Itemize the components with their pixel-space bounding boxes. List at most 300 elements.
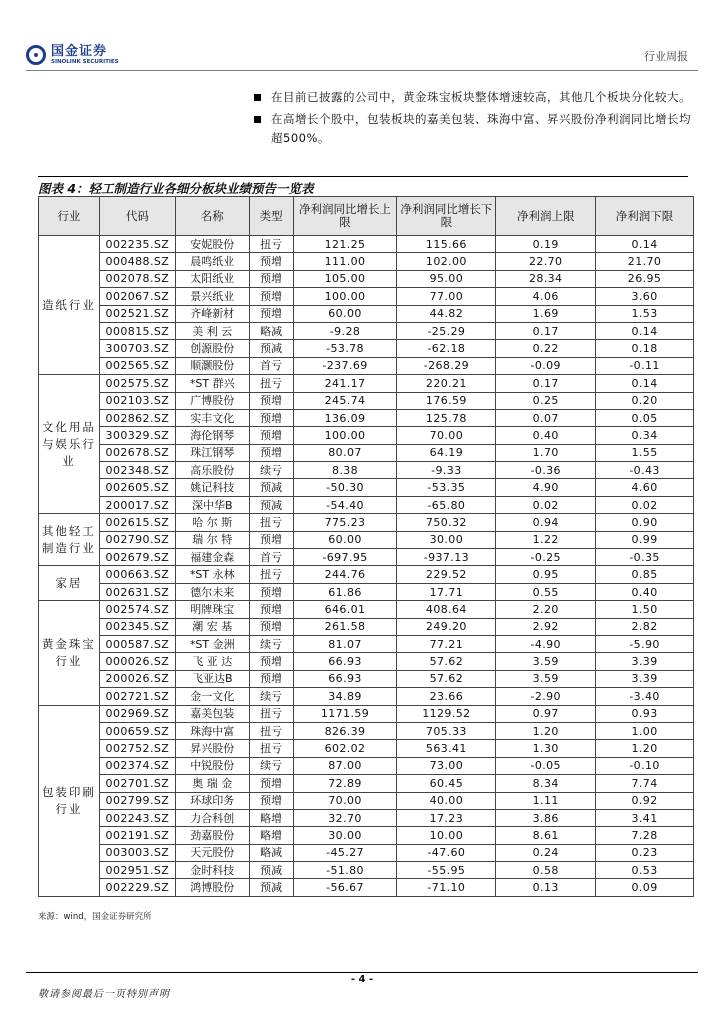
- growth-lower: -937.13: [397, 549, 496, 566]
- table-row: [39, 792, 694, 809]
- profit-upper: 4.06: [496, 288, 596, 305]
- stock-code: 000659.SZ: [99, 722, 175, 739]
- forecast-type: 预增: [249, 792, 293, 809]
- stock-code: 002721.SZ: [99, 688, 175, 705]
- report-type: 行业周报: [644, 50, 688, 63]
- growth-lower: -53.35: [397, 479, 496, 496]
- logo-cn-text: 国金证券: [51, 43, 108, 59]
- profit-upper: 0.13: [496, 879, 596, 896]
- growth-lower: 60.45: [397, 775, 496, 792]
- profit-upper: 8.34: [496, 775, 596, 792]
- stock-name: 珠江钢琴: [175, 444, 249, 461]
- profit-upper: 0.58: [496, 862, 596, 879]
- table-row: [39, 653, 694, 670]
- table-row: [39, 270, 694, 287]
- table-row: [39, 496, 694, 513]
- industry-group-cell: 家居: [39, 566, 100, 601]
- growth-lower: 77.21: [397, 635, 496, 652]
- forecast-type: 预增: [249, 270, 293, 287]
- profit-upper: 3.86: [496, 809, 596, 826]
- profit-lower: 3.39: [596, 653, 694, 670]
- sinolink-logo-icon: [26, 45, 46, 65]
- forecast-type: 预增: [249, 531, 293, 548]
- page-number: - 4 -: [350, 974, 374, 985]
- profit-lower: 0.85: [596, 566, 694, 583]
- profit-upper: -0.09: [496, 357, 596, 374]
- stock-code: 002574.SZ: [99, 601, 175, 618]
- source-note: 来源：wind，国金证券研究所: [38, 912, 152, 922]
- stock-name: 齐峰新材: [175, 305, 249, 322]
- forecast-type: 续亏: [249, 462, 293, 479]
- growth-lower: 563.41: [397, 740, 496, 757]
- stock-code: 000663.SZ: [99, 566, 175, 583]
- stock-name: 潮 宏 基: [175, 618, 249, 635]
- stock-name: 劲嘉股份: [175, 827, 249, 844]
- growth-lower: 57.62: [397, 653, 496, 670]
- forecast-type: 预增: [249, 583, 293, 600]
- growth-lower: 408.64: [397, 601, 496, 618]
- header-cell: 净利润同比增长上限: [293, 197, 397, 236]
- growth-upper: -45.27: [293, 844, 397, 861]
- growth-lower: -71.10: [397, 879, 496, 896]
- stock-name: 实丰文化: [175, 409, 249, 426]
- profit-upper: 2.92: [496, 618, 596, 635]
- table-row: [39, 583, 694, 600]
- table-row: [39, 357, 694, 374]
- stock-code: 002575.SZ: [99, 375, 175, 392]
- profit-lower: 0.92: [596, 792, 694, 809]
- table-row: [39, 514, 694, 531]
- profit-lower: 7.28: [596, 827, 694, 844]
- stock-code: 002631.SZ: [99, 583, 175, 600]
- profit-upper: 0.22: [496, 340, 596, 357]
- company-logo: [26, 40, 136, 70]
- stock-code: 002605.SZ: [99, 479, 175, 496]
- growth-upper: 8.38: [293, 462, 397, 479]
- profit-upper: 0.07: [496, 409, 596, 426]
- forecast-type: 扭亏: [249, 705, 293, 722]
- forecast-type: 首亏: [249, 549, 293, 566]
- growth-upper: -56.67: [293, 879, 397, 896]
- forecast-type: 预增: [249, 409, 293, 426]
- stock-code: 002521.SZ: [99, 305, 175, 322]
- table-row: [39, 340, 694, 357]
- growth-upper: -51.80: [293, 862, 397, 879]
- table-row: [39, 236, 694, 253]
- growth-upper: 1171.59: [293, 705, 397, 722]
- stock-name: 飞亚达B: [175, 670, 249, 687]
- profit-lower: 0.99: [596, 531, 694, 548]
- growth-lower: 23.66: [397, 688, 496, 705]
- profit-lower: 3.41: [596, 809, 694, 826]
- forecast-type: 首亏: [249, 357, 293, 374]
- table-row: [39, 740, 694, 757]
- profit-lower: 1.20: [596, 740, 694, 757]
- profit-lower: 7.74: [596, 775, 694, 792]
- profit-upper: 1.70: [496, 444, 596, 461]
- stock-code: 002348.SZ: [99, 462, 175, 479]
- growth-upper: 72.89: [293, 775, 397, 792]
- growth-upper: 136.09: [293, 409, 397, 426]
- table-row: [39, 409, 694, 426]
- growth-lower: 17.71: [397, 583, 496, 600]
- stock-code: 002243.SZ: [99, 809, 175, 826]
- growth-lower: 705.33: [397, 722, 496, 739]
- table-row: [39, 722, 694, 739]
- stock-name: 海伦钢琴: [175, 427, 249, 444]
- stock-name: 金时科技: [175, 862, 249, 879]
- growth-lower: 249.20: [397, 618, 496, 635]
- stock-name: 嘉美包装: [175, 705, 249, 722]
- stock-code: 300703.SZ: [99, 340, 175, 357]
- stock-code: 002615.SZ: [99, 514, 175, 531]
- growth-lower: 176.59: [397, 392, 496, 409]
- growth-upper: 60.00: [293, 531, 397, 548]
- stock-name: *ST 金洲: [175, 635, 249, 652]
- stock-code: 002191.SZ: [99, 827, 175, 844]
- stock-code: 300329.SZ: [99, 427, 175, 444]
- growth-lower: 30.00: [397, 531, 496, 548]
- table-row: [39, 757, 694, 774]
- profit-lower: 4.60: [596, 479, 694, 496]
- forecast-type: 预增: [249, 601, 293, 618]
- profit-upper: 0.55: [496, 583, 596, 600]
- growth-upper: -9.28: [293, 322, 397, 339]
- table-title: 图表 4：轻工制造行业各细分板块业绩预告一览表: [38, 176, 688, 199]
- stock-name: 昇兴股份: [175, 740, 249, 757]
- bullet-item: [254, 110, 694, 148]
- stock-code: 002862.SZ: [99, 409, 175, 426]
- growth-lower: 40.00: [397, 792, 496, 809]
- header-cell: 类型: [249, 197, 293, 236]
- profit-upper: -0.25: [496, 549, 596, 566]
- profit-lower: 0.14: [596, 322, 694, 339]
- growth-upper: 61.86: [293, 583, 397, 600]
- stock-name: 太阳纸业: [175, 270, 249, 287]
- table-row: [39, 670, 694, 687]
- stock-code: 000026.SZ: [99, 653, 175, 670]
- growth-upper: 121.25: [293, 236, 397, 253]
- bullet-item: [254, 88, 694, 107]
- profit-lower: 3.39: [596, 670, 694, 687]
- growth-upper: -237.69: [293, 357, 397, 374]
- profit-upper: 1.69: [496, 305, 596, 322]
- stock-code: 002565.SZ: [99, 357, 175, 374]
- stock-name: 安妮股份: [175, 236, 249, 253]
- profit-lower: 0.02: [596, 496, 694, 513]
- forecast-type: 扭亏: [249, 722, 293, 739]
- forecast-type: 预减: [249, 879, 293, 896]
- table-row: [39, 618, 694, 635]
- profit-upper: 3.59: [496, 653, 596, 670]
- stock-code: 002345.SZ: [99, 618, 175, 635]
- stock-code: 002078.SZ: [99, 270, 175, 287]
- forecast-type: 预减: [249, 479, 293, 496]
- growth-lower: 229.52: [397, 566, 496, 583]
- growth-lower: -62.18: [397, 340, 496, 357]
- stock-code: 002951.SZ: [99, 862, 175, 879]
- header-cell: 代码: [99, 197, 175, 236]
- profit-lower: 21.70: [596, 253, 694, 270]
- stock-code: 002229.SZ: [99, 879, 175, 896]
- stock-name: 珠海中富: [175, 722, 249, 739]
- growth-upper: 66.93: [293, 670, 397, 687]
- growth-upper: 105.00: [293, 270, 397, 287]
- profit-lower: 0.14: [596, 236, 694, 253]
- table-row: [39, 253, 694, 270]
- profit-lower: -0.10: [596, 757, 694, 774]
- growth-upper: 245.74: [293, 392, 397, 409]
- growth-lower: 70.00: [397, 427, 496, 444]
- stock-name: 福建金森: [175, 549, 249, 566]
- stock-name: 中锐股份: [175, 757, 249, 774]
- profit-upper: 0.19: [496, 236, 596, 253]
- profit-upper: 0.17: [496, 322, 596, 339]
- growth-lower: 64.19: [397, 444, 496, 461]
- table-row: [39, 809, 694, 826]
- footer-divider: [26, 972, 698, 973]
- profit-upper: 1.30: [496, 740, 596, 757]
- stock-name: 奥 瑞 金: [175, 775, 249, 792]
- forecast-type: 扭亏: [249, 236, 293, 253]
- profit-upper: 2.20: [496, 601, 596, 618]
- stock-name: 姚记科技: [175, 479, 249, 496]
- forecast-type: 预增: [249, 253, 293, 270]
- profit-upper: 0.24: [496, 844, 596, 861]
- profit-upper: 28.34: [496, 270, 596, 287]
- profit-upper: 22.70: [496, 253, 596, 270]
- table-header-row: [39, 197, 694, 236]
- profit-lower: 0.90: [596, 514, 694, 531]
- stock-name: 美 利 云: [175, 322, 249, 339]
- forecast-type: 预增: [249, 305, 293, 322]
- stock-name: *ST 群兴: [175, 375, 249, 392]
- forecast-type: 略减: [249, 844, 293, 861]
- header-divider: [26, 70, 698, 71]
- profit-upper: 0.17: [496, 375, 596, 392]
- profit-upper: 8.61: [496, 827, 596, 844]
- growth-lower: 125.78: [397, 409, 496, 426]
- profit-lower: 0.34: [596, 427, 694, 444]
- forecast-type: 预增: [249, 775, 293, 792]
- growth-upper: 244.76: [293, 566, 397, 583]
- stock-code: 003003.SZ: [99, 844, 175, 861]
- stock-code: 200026.SZ: [99, 670, 175, 687]
- profit-lower: -3.40: [596, 688, 694, 705]
- forecast-type: 略增: [249, 827, 293, 844]
- stock-name: 哈 尔 斯: [175, 514, 249, 531]
- header-cell: 净利润下限: [596, 197, 694, 236]
- stock-name: 德尔未来: [175, 583, 249, 600]
- growth-lower: 1129.52: [397, 705, 496, 722]
- growth-upper: 32.70: [293, 809, 397, 826]
- growth-upper: 30.00: [293, 827, 397, 844]
- profit-upper: 1.20: [496, 722, 596, 739]
- growth-upper: 70.00: [293, 792, 397, 809]
- stock-code: 002799.SZ: [99, 792, 175, 809]
- table-row: [39, 322, 694, 339]
- table-row: [39, 601, 694, 618]
- table-row: [39, 879, 694, 896]
- square-bullet-icon: [254, 94, 261, 101]
- profit-lower: -0.35: [596, 549, 694, 566]
- growth-upper: 111.00: [293, 253, 397, 270]
- stock-code: 002790.SZ: [99, 531, 175, 548]
- profit-lower: 0.05: [596, 409, 694, 426]
- profit-lower: 0.23: [596, 844, 694, 861]
- bullet-list: [254, 88, 694, 151]
- industry-group-cell: 造纸行业: [39, 236, 100, 375]
- growth-upper: 87.00: [293, 757, 397, 774]
- table-row: [39, 427, 694, 444]
- profit-lower: 0.18: [596, 340, 694, 357]
- stock-name: 广博股份: [175, 392, 249, 409]
- stock-code: 000815.SZ: [99, 322, 175, 339]
- stock-name: 景兴纸业: [175, 288, 249, 305]
- profit-upper: 0.40: [496, 427, 596, 444]
- stock-code: 002678.SZ: [99, 444, 175, 461]
- square-bullet-icon: [254, 116, 261, 123]
- growth-upper: 34.89: [293, 688, 397, 705]
- stock-name: 顺灏股份: [175, 357, 249, 374]
- growth-lower: 220.21: [397, 375, 496, 392]
- table-row: [39, 305, 694, 322]
- stock-name: 晨鸣纸业: [175, 253, 249, 270]
- industry-group-cell: 黄金珠宝行业: [39, 601, 100, 705]
- growth-upper: 80.07: [293, 444, 397, 461]
- table-row: [39, 844, 694, 861]
- growth-lower: 17.23: [397, 809, 496, 826]
- bullet-text: 在目前已披露的公司中，黄金珠宝板块整体增速较高，其他几个板块分化较大。: [271, 90, 691, 104]
- profit-lower: -0.11: [596, 357, 694, 374]
- growth-lower: 102.00: [397, 253, 496, 270]
- stock-name: 深中华B: [175, 496, 249, 513]
- table-row: [39, 444, 694, 461]
- forecast-type: 扭亏: [249, 740, 293, 757]
- table-row: [39, 479, 694, 496]
- stock-name: 高乐股份: [175, 462, 249, 479]
- profit-lower: 0.40: [596, 583, 694, 600]
- industry-group-cell: 文化用品与娱乐行业: [39, 375, 100, 514]
- forecast-type: 预增: [249, 288, 293, 305]
- growth-upper: 826.39: [293, 722, 397, 739]
- growth-upper: 241.17: [293, 375, 397, 392]
- forecast-type: 预增: [249, 392, 293, 409]
- profit-lower: 0.93: [596, 705, 694, 722]
- forecast-type: 续亏: [249, 635, 293, 652]
- profit-lower: 0.20: [596, 392, 694, 409]
- profit-upper: 0.97: [496, 705, 596, 722]
- profit-upper: 4.90: [496, 479, 596, 496]
- stock-code: 000587.SZ: [99, 635, 175, 652]
- growth-lower: 44.82: [397, 305, 496, 322]
- stock-name: *ST 永林: [175, 566, 249, 583]
- table-row: [39, 775, 694, 792]
- forecast-type: 预增: [249, 618, 293, 635]
- table-row: [39, 549, 694, 566]
- industry-group-cell: 其他轻工制造行业: [39, 514, 100, 566]
- growth-upper: 602.02: [293, 740, 397, 757]
- profit-lower: 26.95: [596, 270, 694, 287]
- stock-code: 002374.SZ: [99, 757, 175, 774]
- profit-lower: 3.60: [596, 288, 694, 305]
- growth-upper: 60.00: [293, 305, 397, 322]
- profit-lower: 1.55: [596, 444, 694, 461]
- forecast-type: 预减: [249, 496, 293, 513]
- stock-code: 200017.SZ: [99, 496, 175, 513]
- growth-upper: 66.93: [293, 653, 397, 670]
- forecast-type: 预增: [249, 444, 293, 461]
- header-cell: 净利润上限: [496, 197, 596, 236]
- table-row: [39, 862, 694, 879]
- growth-lower: -25.29: [397, 322, 496, 339]
- profit-lower: 0.53: [596, 862, 694, 879]
- earnings-forecast-table: [38, 196, 694, 897]
- profit-lower: 1.50: [596, 601, 694, 618]
- table-row: [39, 827, 694, 844]
- table-row: [39, 566, 694, 583]
- stock-name: 环球印务: [175, 792, 249, 809]
- growth-upper: -697.95: [293, 549, 397, 566]
- growth-lower: 10.00: [397, 827, 496, 844]
- stock-name: 瑞 尔 特: [175, 531, 249, 548]
- profit-upper: 1.11: [496, 792, 596, 809]
- table-row: [39, 392, 694, 409]
- profit-lower: -0.43: [596, 462, 694, 479]
- profit-lower: 1.00: [596, 722, 694, 739]
- growth-upper: 100.00: [293, 288, 397, 305]
- forecast-type: 扭亏: [249, 514, 293, 531]
- table-row: [39, 688, 694, 705]
- stock-name: 力合科创: [175, 809, 249, 826]
- growth-upper: 775.23: [293, 514, 397, 531]
- profit-upper: -0.36: [496, 462, 596, 479]
- growth-lower: -65.80: [397, 496, 496, 513]
- table-row: [39, 288, 694, 305]
- header-cell: 行业: [39, 197, 100, 236]
- profit-upper: 0.95: [496, 566, 596, 583]
- growth-lower: -9.33: [397, 462, 496, 479]
- forecast-type: 预减: [249, 862, 293, 879]
- table-row: [39, 375, 694, 392]
- stock-name: 鸿博股份: [175, 879, 249, 896]
- profit-upper: 0.02: [496, 496, 596, 513]
- stock-code: 002752.SZ: [99, 740, 175, 757]
- growth-lower: 115.66: [397, 236, 496, 253]
- forecast-type: 续亏: [249, 757, 293, 774]
- stock-code: 002969.SZ: [99, 705, 175, 722]
- stock-name: 明牌珠宝: [175, 601, 249, 618]
- growth-lower: -55.95: [397, 862, 496, 879]
- table-row: [39, 635, 694, 652]
- forecast-type: 预减: [249, 340, 293, 357]
- table-row: [39, 531, 694, 548]
- growth-upper: 261.58: [293, 618, 397, 635]
- bullet-text: 在高增长个股中，包装板块的嘉美包装、珠海中富、昇兴股份净利润同比增长均超500%。: [271, 112, 691, 145]
- profit-upper: 3.59: [496, 670, 596, 687]
- stock-name: 天元股份: [175, 844, 249, 861]
- forecast-type: 扭亏: [249, 566, 293, 583]
- forecast-type: 扭亏: [249, 375, 293, 392]
- profit-upper: 0.94: [496, 514, 596, 531]
- stock-code: 002235.SZ: [99, 236, 175, 253]
- disclaimer-note: 敬请参阅最后一页特别声明: [38, 989, 170, 1000]
- growth-lower: 95.00: [397, 270, 496, 287]
- table-row: [39, 462, 694, 479]
- stock-code: 002103.SZ: [99, 392, 175, 409]
- forecast-type: 预增: [249, 653, 293, 670]
- growth-lower: 77.00: [397, 288, 496, 305]
